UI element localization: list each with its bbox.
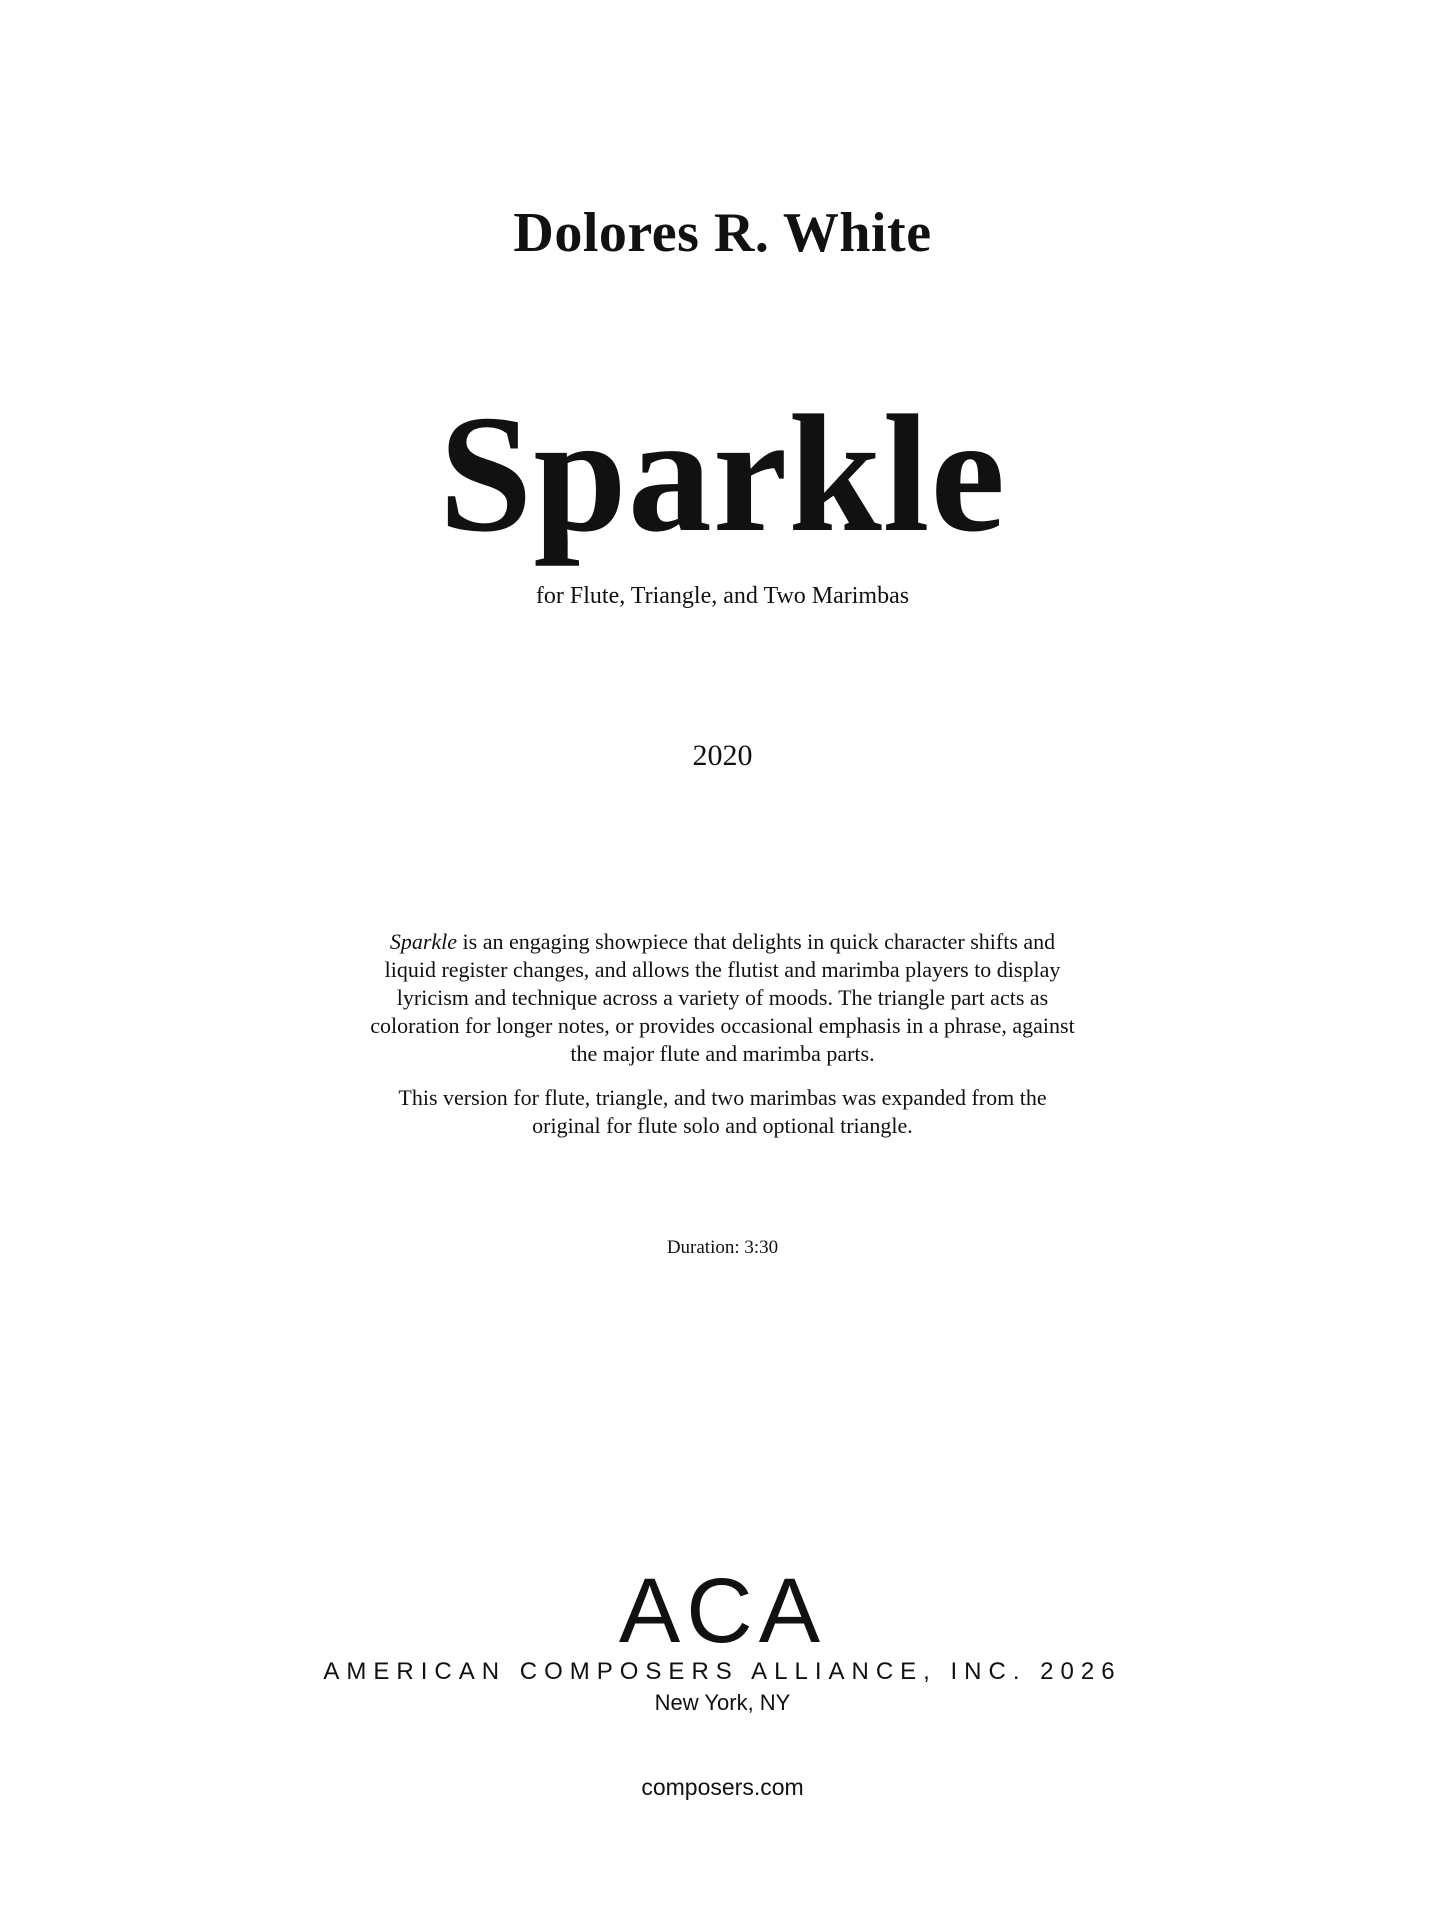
- program-note-line: liquid register changes, and allows the flutist and marimba players to display: [384, 957, 1061, 982]
- program-note-line: is an engaging showpiece that delights in quick character shifts and: [457, 929, 1056, 954]
- instrumentation-subtitle: for Flute, Triangle, and Two Marimbas: [535, 583, 910, 609]
- publisher-city: New York, NY: [654, 1690, 791, 1715]
- publisher-name: AMERICAN COMPOSERS ALLIANCE, INC. 2026: [323, 1658, 1122, 1685]
- program-note: [0, 928, 1445, 1140]
- program-note-paragraph-1: [0, 928, 1445, 1068]
- program-note-line: original for flute solo and optional triangle.: [532, 1113, 913, 1138]
- program-note-title-italic: Sparkle: [389, 929, 458, 954]
- composition-year: 2020: [692, 739, 753, 772]
- program-note-line: coloration for longer notes, or provides occasional emphasis in a phrase, against: [370, 1013, 1075, 1038]
- piece-title: Sparkle: [438, 381, 1007, 567]
- program-note-paragraph-2: [0, 1084, 1445, 1140]
- composer-name: Dolores R. White: [513, 202, 932, 264]
- aca-logo: ACA: [618, 1560, 827, 1662]
- publisher-website: composers.com: [641, 1774, 804, 1800]
- duration-text: Duration: 3:30: [666, 1237, 779, 1258]
- program-note-line: This version for flute, triangle, and two marimbas was expanded from the: [398, 1085, 1047, 1110]
- program-note-line: lyricism and technique across a variety of moods. The triangle part acts as: [396, 985, 1049, 1010]
- program-note-line: the major flute and marimba parts.: [570, 1041, 875, 1066]
